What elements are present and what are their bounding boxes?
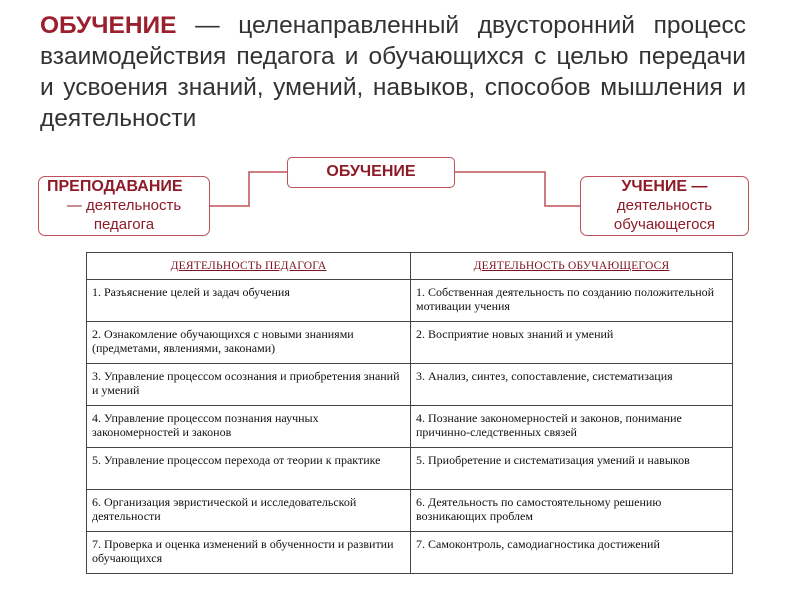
table-row: [87, 364, 733, 406]
teacher-cell: 5. Управление процессом перехода от теории к практике: [87, 448, 411, 490]
left-box-subtitle: — деятельность педагога: [66, 197, 182, 233]
definition-paragraph: [40, 10, 746, 134]
definition-term: ОБУЧЕНИЕ: [40, 12, 177, 39]
student-cell: 7. Самоконтроль, самодиагностика достижений: [411, 532, 733, 574]
teacher-cell: 2. Ознакомление обучающихся с новыми знаниями (предметами, явлениями, законами): [87, 322, 411, 364]
left-box-prepodavanie: [38, 176, 210, 236]
connector-left: [210, 172, 287, 206]
student-cell: 5. Приобретение и систематизация умений и навыков: [411, 448, 733, 490]
student-cell: 4. Познание закономерностей и законов, понимание причинно-следственных связей: [411, 406, 733, 448]
teacher-cell: 6. Организация эвристической и исследовательской деятельности: [87, 490, 411, 532]
student-cell: 2. Восприятие новых знаний и умений: [411, 322, 733, 364]
header-student-activity: ДЕЯТЕЛЬНОСТЬ ОБУЧАЮЩЕГОСЯ: [411, 253, 733, 280]
teacher-cell: 7. Проверка и оценка изменений в обученности и развитии обучающихся: [87, 532, 411, 574]
table-header-row: [87, 253, 733, 280]
right-box-title: УЧЕНИЕ —: [621, 178, 708, 195]
student-cell: 3. Анализ, синтез, сопоставление, систематизация: [411, 364, 733, 406]
center-box-title: ОБУЧЕНИЕ: [326, 163, 416, 180]
definition-text: — целенаправленный двусторонний процесс взаимодействия педагога и обучающихся с целью передачи и усвоения знаний, умений, навыков, способов мышления и деятельности: [40, 12, 746, 132]
connector-right: [455, 172, 580, 206]
right-box-uchenie: [580, 176, 749, 236]
student-cell: 1. Собственная деятельность по созданию положительной мотивации учения: [411, 280, 733, 322]
table-row: [87, 406, 733, 448]
table-row: [87, 448, 733, 490]
header-teacher-activity: ДЕЯТЕЛЬНОСТЬ ПЕДАГОГА: [87, 253, 411, 280]
left-box-title: ПРЕПОДАВАНИЕ: [47, 178, 183, 195]
table-row: [87, 322, 733, 364]
table-row: [87, 532, 733, 574]
teacher-cell: 1. Разъяснение целей и задач обучения: [87, 280, 411, 322]
teacher-cell: 3. Управление процессом осознания и приобретения знаний и умений: [87, 364, 411, 406]
table-row: [87, 490, 733, 532]
center-box-obuchenie: [287, 157, 455, 188]
student-cell: 6. Деятельность по самостоятельному решению возникающих проблем: [411, 490, 733, 532]
activities-table: [86, 252, 733, 574]
table-row: [87, 280, 733, 322]
teacher-cell: 4. Управление процессом познания научных закономерностей и законов: [87, 406, 411, 448]
right-box-subtitle: деятельность обучающегося: [613, 197, 716, 233]
